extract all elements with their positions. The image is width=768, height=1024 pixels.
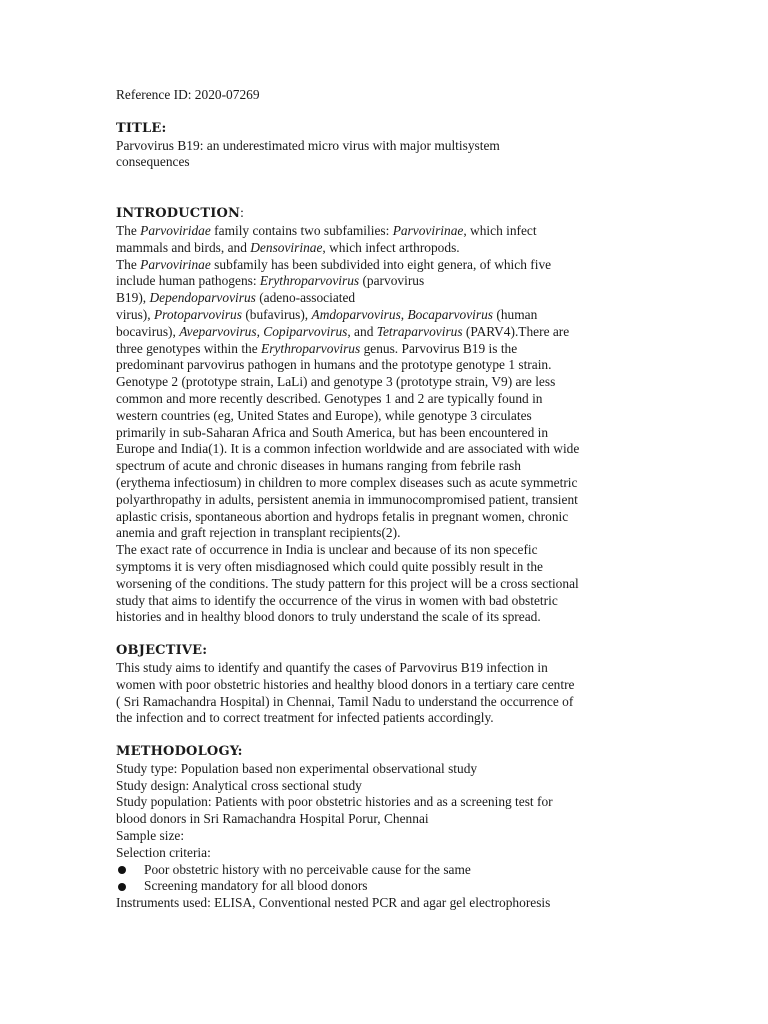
text-run: , which infect	[463, 222, 537, 238]
text-run: (human	[493, 306, 538, 322]
text-run: , which infect arthropods.	[322, 239, 460, 255]
list-item-text: Screening mandatory for all blood donors	[144, 878, 368, 894]
text-run: (PARV4).There are	[462, 323, 570, 339]
text-line	[116, 257, 656, 274]
italic-term: Parvovirinae	[140, 256, 211, 272]
text-line: (erythema infectiosum) in children to more complex diseases such as acute symmetric	[116, 474, 578, 490]
text-line	[116, 273, 656, 290]
objective-paragraph	[116, 660, 656, 727]
italic-term: Densovirinae	[250, 239, 323, 255]
list-item	[116, 862, 656, 879]
text-line	[116, 290, 656, 307]
italic-term: Aveparvovirus	[179, 323, 257, 339]
italic-term: Bocaparvovirus	[407, 306, 494, 322]
document-page	[116, 87, 656, 912]
italic-term: Dependoparvovirus	[149, 290, 256, 306]
text-run: include human pathogens:	[116, 273, 260, 289]
text-run: B19),	[116, 290, 150, 306]
methodology-section	[116, 761, 656, 912]
text-line: western countries (eg, United States and Europe), while genotype 3 circulates	[116, 407, 532, 423]
text-line	[116, 223, 656, 240]
italic-term: Parvovirinae	[392, 222, 464, 238]
text-line: anemia and graft rejection in transplant recipients(2).	[116, 525, 401, 541]
text-line: spectrum of acute and chronic diseases in humans ranging from febrile rash	[116, 458, 521, 474]
introduction-paragraph-1	[116, 223, 656, 257]
text-line: Europe and India(1). It is a common infection worldwide and are associated with wide	[116, 441, 580, 457]
text-line: ( Sri Ramachandra Hospital) in Chennai, Tamil Nadu to understand the occurrence of	[116, 693, 574, 709]
text-line: Study type: Population based non experimental observational study	[116, 760, 478, 776]
text-line: histories and in healthy blood donors to truly understand the scale of its spread.	[116, 609, 541, 625]
text-run: mammals and birds, and	[116, 239, 251, 255]
text-line: Instruments used: ELISA, Conventional nested PCR and agar gel electrophoresis	[116, 895, 551, 911]
text-line: blood donors in Sri Ramachandra Hospital Porur, Chennai	[116, 811, 429, 827]
text-line: Selection criteria:	[116, 844, 211, 860]
text-run: The	[116, 222, 141, 238]
text-line: symptoms it is very often misdiagnosed which could quite possibly result in the	[116, 558, 543, 574]
italic-term: Protoparvovirus	[153, 306, 242, 322]
text-run: subfamily has been subdivided into eight genera, of which five	[210, 256, 552, 272]
title-line: consequences	[116, 154, 190, 170]
text-line: the infection and to correct treatment for infected patients accordingly.	[116, 710, 494, 726]
title-heading: TITLE:	[116, 120, 167, 136]
text-line	[116, 307, 656, 324]
text-line: predominant parvovirus pathogen in humans and the prototype genotype 1 strain.	[116, 357, 552, 373]
text-line: Genotype 2 (prototype strain, LaLi) and genotype 3 (prototype strain, V9) are less	[116, 374, 556, 390]
italic-term: Tetraparvovirus	[376, 323, 463, 339]
text-line: The exact rate of occurrence in India is unclear and because of its non specefic	[116, 542, 538, 558]
introduction-colon: :	[240, 205, 244, 221]
text-line: women with poor obstetric histories and healthy blood donors in a tertiary care centre	[116, 676, 575, 692]
text-line	[116, 341, 656, 358]
text-line: common and more recently described. Genotypes 1 and 2 are typically found in	[116, 390, 543, 406]
text-line: worsening of the conditions. The study pattern for this project will be a cross sectional	[116, 575, 579, 591]
text-line	[116, 324, 656, 341]
text-line	[116, 240, 656, 257]
italic-term: Erythroparvovirus	[259, 273, 360, 289]
introduction-heading: INTRODUCTION	[116, 206, 241, 222]
text-run: (bufavirus),	[241, 306, 312, 322]
italic-term: Erythroparvovirus	[261, 340, 361, 356]
text-run: bocavirus),	[116, 323, 180, 339]
introduction-paragraph-2	[116, 257, 656, 543]
text-run: family contains two subfamilies:	[210, 222, 393, 238]
introduction-heading-row	[116, 205, 656, 223]
text-run: (parvovirus	[359, 273, 425, 289]
text-run: ,	[400, 306, 408, 322]
text-line: polyarthropathy in adults, persistent anemia in immunocompromised patient, transient	[116, 491, 578, 507]
italic-term: Amdoparvovirus	[311, 306, 401, 322]
text-run: virus),	[116, 306, 154, 322]
text-line: Sample size:	[116, 828, 185, 844]
text-line: aplastic crisis, spontaneous abortion and hydrops fetalis in pregnant women, chronic	[116, 508, 569, 524]
title-line: Parvovirus B19: an underestimated micro virus with major multisystem	[116, 137, 500, 153]
bullet-icon	[118, 883, 126, 891]
italic-term: Copiparvovirus	[263, 323, 348, 339]
text-run: (adeno-associated	[255, 290, 356, 306]
text-line: study that aims to identify the occurrence of the virus in women with bad obstetric	[116, 592, 558, 608]
list-item-text: Poor obstetric history with no perceivable cause for the same	[144, 861, 471, 877]
text-line: This study aims to identify and quantify the cases of Parvovirus B19 infection in	[116, 659, 548, 675]
text-run: , and	[347, 323, 377, 339]
text-line: primarily in sub-Saharan Africa and South America, but has been encountered in	[116, 424, 549, 440]
text-line: Study population: Patients with poor obstetric histories and as a screening test for	[116, 794, 553, 810]
text-run: ,	[256, 323, 264, 339]
objective-heading: OBJECTIVE:	[116, 643, 208, 659]
text-run: The	[116, 256, 141, 272]
reference-id: Reference ID: 2020-07269	[116, 87, 260, 102]
text-line: Study design: Analytical cross sectional study	[116, 777, 362, 793]
text-run: three genotypes within the	[116, 340, 262, 356]
list-item	[116, 878, 656, 895]
bullet-icon	[118, 866, 126, 874]
introduction-paragraph-3	[116, 542, 656, 626]
methodology-heading: METHODOLOGY:	[116, 744, 243, 760]
italic-term: Parvoviridae	[140, 222, 211, 238]
text-run: genus. Parvovirus B19 is the	[360, 340, 518, 356]
